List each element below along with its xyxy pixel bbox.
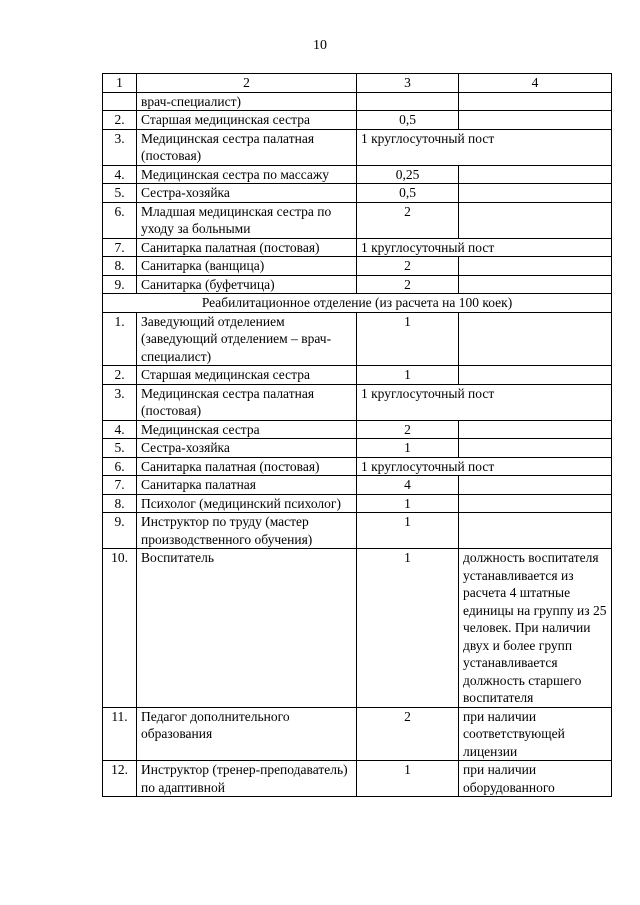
table-row: [103, 312, 612, 366]
row-note: должность воспитателя устанавливается из расчета 4 штатные единицы на группу из 25 человек. При наличии двух и более групп устанавливается должность старшего воспитателя: [459, 549, 612, 708]
staff-quantity: 0,5: [357, 111, 459, 130]
position-name: Медицинская сестра палатная (постовая): [137, 129, 357, 165]
position-name: Медицинская сестра: [137, 420, 357, 439]
row-note: [459, 202, 612, 238]
staff-quantity: 1: [357, 513, 459, 549]
staff-quantity: 1: [357, 439, 459, 458]
staff-quantity: 0,5: [357, 184, 459, 203]
row-number: 2.: [103, 366, 137, 385]
staff-quantity: 1: [357, 312, 459, 366]
header-cell-number: 1: [103, 74, 137, 93]
row-number: 6.: [103, 457, 137, 476]
header-cell-position: 2: [137, 74, 357, 93]
row-number: 9.: [103, 513, 137, 549]
position-name: Медицинская сестра по массажу: [137, 165, 357, 184]
staff-quantity: 1: [357, 494, 459, 513]
staffing-table-body: [103, 74, 612, 797]
row-number: 5.: [103, 184, 137, 203]
table-row: [103, 257, 612, 276]
row-note: [459, 184, 612, 203]
row-note: [459, 92, 612, 111]
row-note: при наличии соответствующей лицензии: [459, 707, 612, 761]
staff-quantity: 1 круглосуточный пост: [357, 129, 612, 165]
row-number: 7.: [103, 238, 137, 257]
position-name: Санитарка (буфетчица): [137, 275, 357, 294]
table-row: [103, 129, 612, 165]
position-name: Санитарка палатная (постовая): [137, 457, 357, 476]
row-note: [459, 257, 612, 276]
position-name: Педагог дополнительного образования: [137, 707, 357, 761]
row-number: 3.: [103, 129, 137, 165]
staff-quantity: 0,25: [357, 165, 459, 184]
row-note: [459, 312, 612, 366]
table-header-row: [103, 74, 612, 93]
staff-quantity: 1: [357, 549, 459, 708]
row-note: [459, 494, 612, 513]
row-note: [459, 275, 612, 294]
table-row: [103, 92, 612, 111]
row-number: [103, 92, 137, 111]
position-name: Психолог (медицинский психолог): [137, 494, 357, 513]
row-note: [459, 513, 612, 549]
row-number: 4.: [103, 165, 137, 184]
table-row: [103, 513, 612, 549]
row-number: 1.: [103, 312, 137, 366]
staff-quantity: 2: [357, 257, 459, 276]
table-row: [103, 366, 612, 385]
position-name: Старшая медицинская сестра: [137, 366, 357, 385]
row-number: 3.: [103, 384, 137, 420]
staff-quantity: 2: [357, 420, 459, 439]
row-number: 11.: [103, 707, 137, 761]
position-name: Сестра-хозяйка: [137, 184, 357, 203]
row-note: [459, 111, 612, 130]
row-number: 8.: [103, 257, 137, 276]
staff-quantity: 1: [357, 366, 459, 385]
table-row: [103, 494, 612, 513]
staff-quantity: 2: [357, 707, 459, 761]
section-title: Реабилитационное отделение (из расчета на 100 коек): [103, 294, 612, 313]
page-number: 10: [313, 38, 327, 53]
table-row: [103, 761, 612, 797]
table-row: [103, 384, 612, 420]
row-number: 8.: [103, 494, 137, 513]
header-cell-note: 4: [459, 74, 612, 93]
position-name: Санитарка (ванщица): [137, 257, 357, 276]
table-row: [103, 275, 612, 294]
table-row: [103, 111, 612, 130]
table-row: [103, 202, 612, 238]
row-number: 4.: [103, 420, 137, 439]
header-cell-quantity: 3: [357, 74, 459, 93]
table-row: [103, 457, 612, 476]
position-name: Медицинская сестра палатная (постовая): [137, 384, 357, 420]
position-name: Младшая медицинская сестра по уходу за больными: [137, 202, 357, 238]
staff-quantity: 2: [357, 202, 459, 238]
position-name: Заведующий отделением (заведующий отделением – врач-специалист): [137, 312, 357, 366]
row-note: [459, 366, 612, 385]
staffing-table: [102, 73, 612, 797]
row-number: 9.: [103, 275, 137, 294]
table-row: [103, 549, 612, 708]
table-row: [103, 439, 612, 458]
row-number: 5.: [103, 439, 137, 458]
row-note: при наличии оборудованного: [459, 761, 612, 797]
row-number: 2.: [103, 111, 137, 130]
row-note: [459, 476, 612, 495]
table-row: [103, 476, 612, 495]
staff-quantity: 1 круглосуточный пост: [357, 457, 612, 476]
row-note: [459, 420, 612, 439]
table-row: [103, 184, 612, 203]
staff-quantity: [357, 92, 459, 111]
staff-quantity: 2: [357, 275, 459, 294]
table-row: [103, 165, 612, 184]
row-number: 10.: [103, 549, 137, 708]
table-row: [103, 707, 612, 761]
position-name: Старшая медицинская сестра: [137, 111, 357, 130]
staff-quantity: 4: [357, 476, 459, 495]
section-header-row: [103, 294, 612, 313]
row-note: [459, 439, 612, 458]
table-row: [103, 238, 612, 257]
position-name: Инструктор (тренер-преподаватель) по адаптивной: [137, 761, 357, 797]
row-number: 7.: [103, 476, 137, 495]
position-name: врач-специалист): [137, 92, 357, 111]
table-row: [103, 420, 612, 439]
position-name: Санитарка палатная (постовая): [137, 238, 357, 257]
position-name: Инструктор по труду (мастер производственного обучения): [137, 513, 357, 549]
position-name: Санитарка палатная: [137, 476, 357, 495]
position-name: Сестра-хозяйка: [137, 439, 357, 458]
row-number: 12.: [103, 761, 137, 797]
position-name: Воспитатель: [137, 549, 357, 708]
staff-quantity: 1: [357, 761, 459, 797]
staff-quantity: 1 круглосуточный пост: [357, 238, 612, 257]
row-note: [459, 165, 612, 184]
row-number: 6.: [103, 202, 137, 238]
staff-quantity: 1 круглосуточный пост: [357, 384, 612, 420]
